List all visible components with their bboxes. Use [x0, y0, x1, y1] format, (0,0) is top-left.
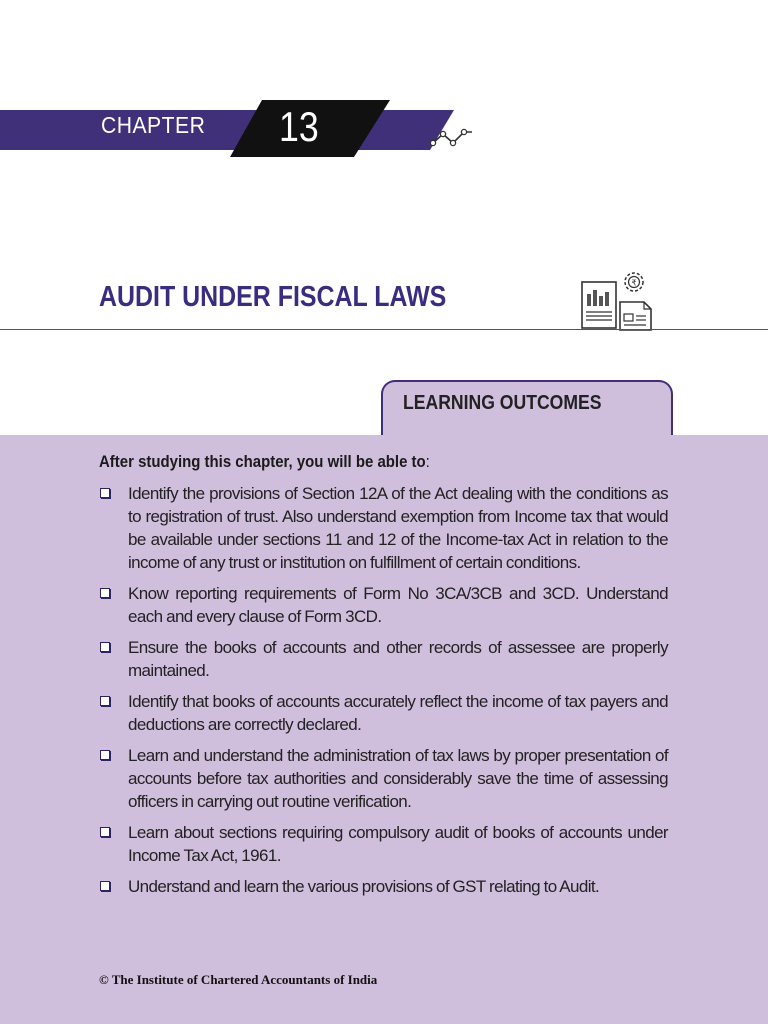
outcomes-list: [98, 482, 668, 906]
outcomes-intro-text: After studying this chapter, you will be able to: [99, 452, 426, 471]
outcome-text: Know reporting requirements of Form No 3CA/3CB and 3CD. Understand each and every clause of Form 3CD.: [128, 584, 668, 626]
list-item: [98, 875, 668, 898]
outcomes-intro-colon: :: [425, 452, 430, 471]
outcome-text: Identify the provisions of Section 12A of the Act dealing with the conditions as to registration of trust. Also understand exemption from Income tax that would be available under sections 11 and 12 of the Income-tax Act in relation to the income of any trust or institution on fulfillment of certain conditions.: [128, 484, 668, 572]
learning-outcomes-heading: LEARNING OUTCOMES: [403, 392, 602, 414]
banner-purple-band: [0, 110, 454, 150]
outcome-text: Learn about sections requiring compulsory audit of books of accounts under Income Tax Act, 1961.: [128, 823, 668, 865]
gear-icon: [625, 273, 643, 291]
title-divider: [0, 329, 768, 330]
chart-document-icon: [582, 282, 616, 328]
square-bullet-icon: [100, 696, 110, 706]
list-item: [98, 821, 668, 867]
chapter-label: CHAPTER: [101, 112, 206, 138]
square-bullet-icon: [100, 827, 110, 837]
outcome-text: Understand and learn the various provisions of GST relating to Audit.: [128, 877, 600, 896]
chapter-number: 13: [279, 103, 319, 150]
list-item: [98, 744, 668, 813]
trend-line-icon: [428, 124, 476, 155]
banner-shape: [0, 100, 500, 160]
form-document-icon: [620, 302, 651, 330]
tax-documents-icon: [578, 268, 658, 337]
list-item: [98, 636, 668, 682]
copyright-footer: © The Institute of Chartered Accountants of India: [99, 972, 378, 987]
outcome-text: Identify that books of accounts accurately reflect the income of tax payers and deductions are correctly declared.: [128, 692, 668, 734]
square-bullet-icon: [100, 488, 110, 498]
svg-text:₹: ₹: [631, 278, 637, 288]
square-bullet-icon: [100, 881, 110, 891]
chapter-banner: [0, 100, 500, 160]
list-item: [98, 690, 668, 736]
outcome-text: Learn and understand the administration of tax laws by proper presentation of accounts before tax authorities and considerably save the time of assessing officers in carrying out routine verification.: [128, 746, 668, 811]
outcomes-intro: [99, 452, 430, 472]
square-bullet-icon: [100, 588, 110, 598]
list-item: [98, 482, 668, 574]
outcome-text: Ensure the books of accounts and other records of assessee are properly maintained.: [128, 638, 668, 680]
list-item: [98, 582, 668, 628]
chapter-title: AUDIT UNDER FISCAL LAWS: [99, 281, 447, 313]
square-bullet-icon: [100, 750, 110, 760]
square-bullet-icon: [100, 642, 110, 652]
